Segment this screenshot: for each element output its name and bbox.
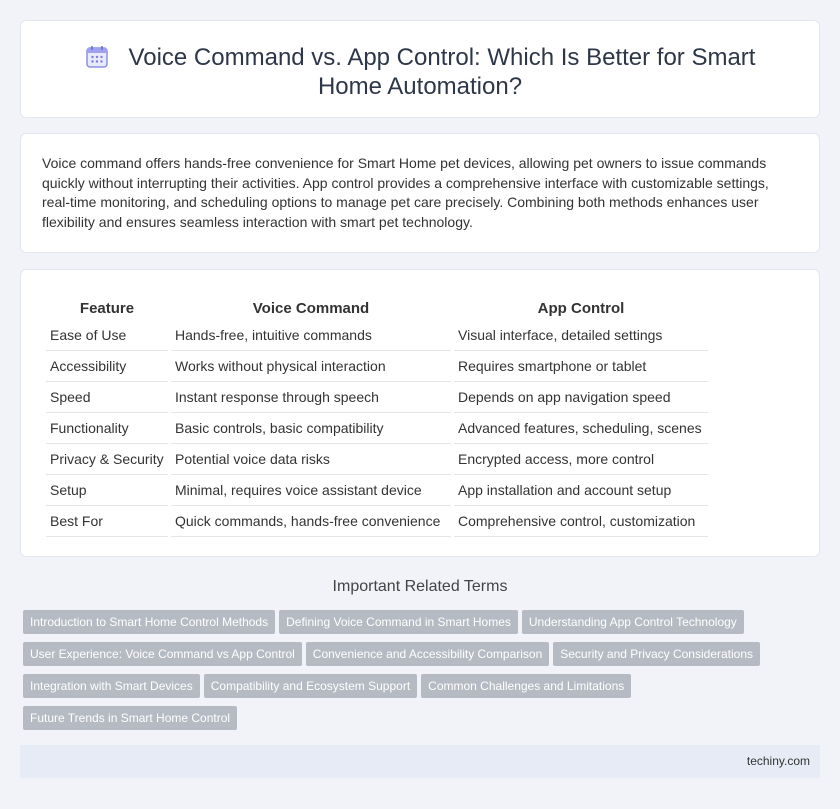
cell-feature: Best For [46, 506, 168, 537]
cell-app-control: Visual interface, detailed settings [454, 320, 708, 351]
cell-feature: Setup [46, 475, 168, 506]
table-row [46, 444, 708, 475]
page-title-text: Voice Command vs. App Control: Which Is Better for Smart Home Automation? [128, 44, 756, 100]
table-row [46, 475, 708, 506]
cell-feature: Accessibility [46, 351, 168, 382]
related-term-tag[interactable]: Convenience and Accessibility Comparison [306, 642, 549, 666]
cell-feature: Speed [46, 382, 168, 413]
table-header-row [46, 297, 708, 320]
related-term-tag[interactable]: Common Challenges and Limitations [421, 674, 631, 698]
cell-app-control: Requires smartphone or tablet [454, 351, 708, 382]
related-term-tag[interactable]: Future Trends in Smart Home Control [23, 706, 237, 730]
header-feature: Feature [79, 300, 135, 317]
summary-text: Voice command offers hands-free convenience for Smart Home pet devices, allowing pet owners to issue commands quickly without interrupting their activities. App control provides a comprehensive interface with customizable settings, real-time monitoring, and scheduling options to manage pet care precisely. Combining both methods enhances user flexibility and ensures seamless interaction with smart pet technology. [42, 155, 769, 230]
page-title [21, 43, 819, 101]
comparison-table [43, 297, 711, 537]
footer-site-link[interactable]: techiny.com [746, 754, 810, 768]
footer [20, 745, 820, 778]
related-terms-heading: Important Related Terms [332, 578, 508, 595]
cell-feature: Ease of Use [46, 320, 168, 351]
related-term-tag[interactable]: Introduction to Smart Home Control Methods [23, 610, 275, 634]
related-terms-tags [23, 610, 803, 738]
summary-card [20, 133, 820, 253]
cell-app-control: Advanced features, scheduling, scenes [454, 413, 708, 444]
related-term-tag[interactable]: Integration with Smart Devices [23, 674, 200, 698]
cell-voice-command: Potential voice data risks [171, 444, 451, 475]
header-app-control: App Control [537, 300, 625, 317]
title-card [20, 20, 820, 118]
cell-app-control: Encrypted access, more control [454, 444, 708, 475]
related-term-tag[interactable]: Compatibility and Ecosystem Support [204, 674, 417, 698]
table-row [46, 506, 708, 537]
cell-feature: Privacy & Security [46, 444, 168, 475]
comparison-card [20, 269, 820, 557]
cell-app-control: App installation and account setup [454, 475, 708, 506]
cell-app-control: Comprehensive control, customization [454, 506, 708, 537]
table-row [46, 351, 708, 382]
cell-app-control: Depends on app navigation speed [454, 382, 708, 413]
table-row [46, 382, 708, 413]
cell-voice-command: Quick commands, hands-free convenience [171, 506, 451, 537]
table-row [46, 413, 708, 444]
table-row [46, 320, 708, 351]
related-term-tag[interactable]: Defining Voice Command in Smart Homes [279, 610, 518, 634]
header-voice-command: Voice Command [252, 300, 370, 317]
cell-voice-command: Works without physical interaction [171, 351, 451, 382]
calendar-icon [85, 45, 109, 69]
related-term-tag[interactable]: Security and Privacy Considerations [553, 642, 760, 666]
cell-voice-command: Hands-free, intuitive commands [171, 320, 451, 351]
cell-voice-command: Basic controls, basic compatibility [171, 413, 451, 444]
related-term-tag[interactable]: User Experience: Voice Command vs App Control [23, 642, 302, 666]
cell-voice-command: Minimal, requires voice assistant device [171, 475, 451, 506]
cell-voice-command: Instant response through speech [171, 382, 451, 413]
related-term-tag[interactable]: Understanding App Control Technology [522, 610, 744, 634]
cell-feature: Functionality [46, 413, 168, 444]
